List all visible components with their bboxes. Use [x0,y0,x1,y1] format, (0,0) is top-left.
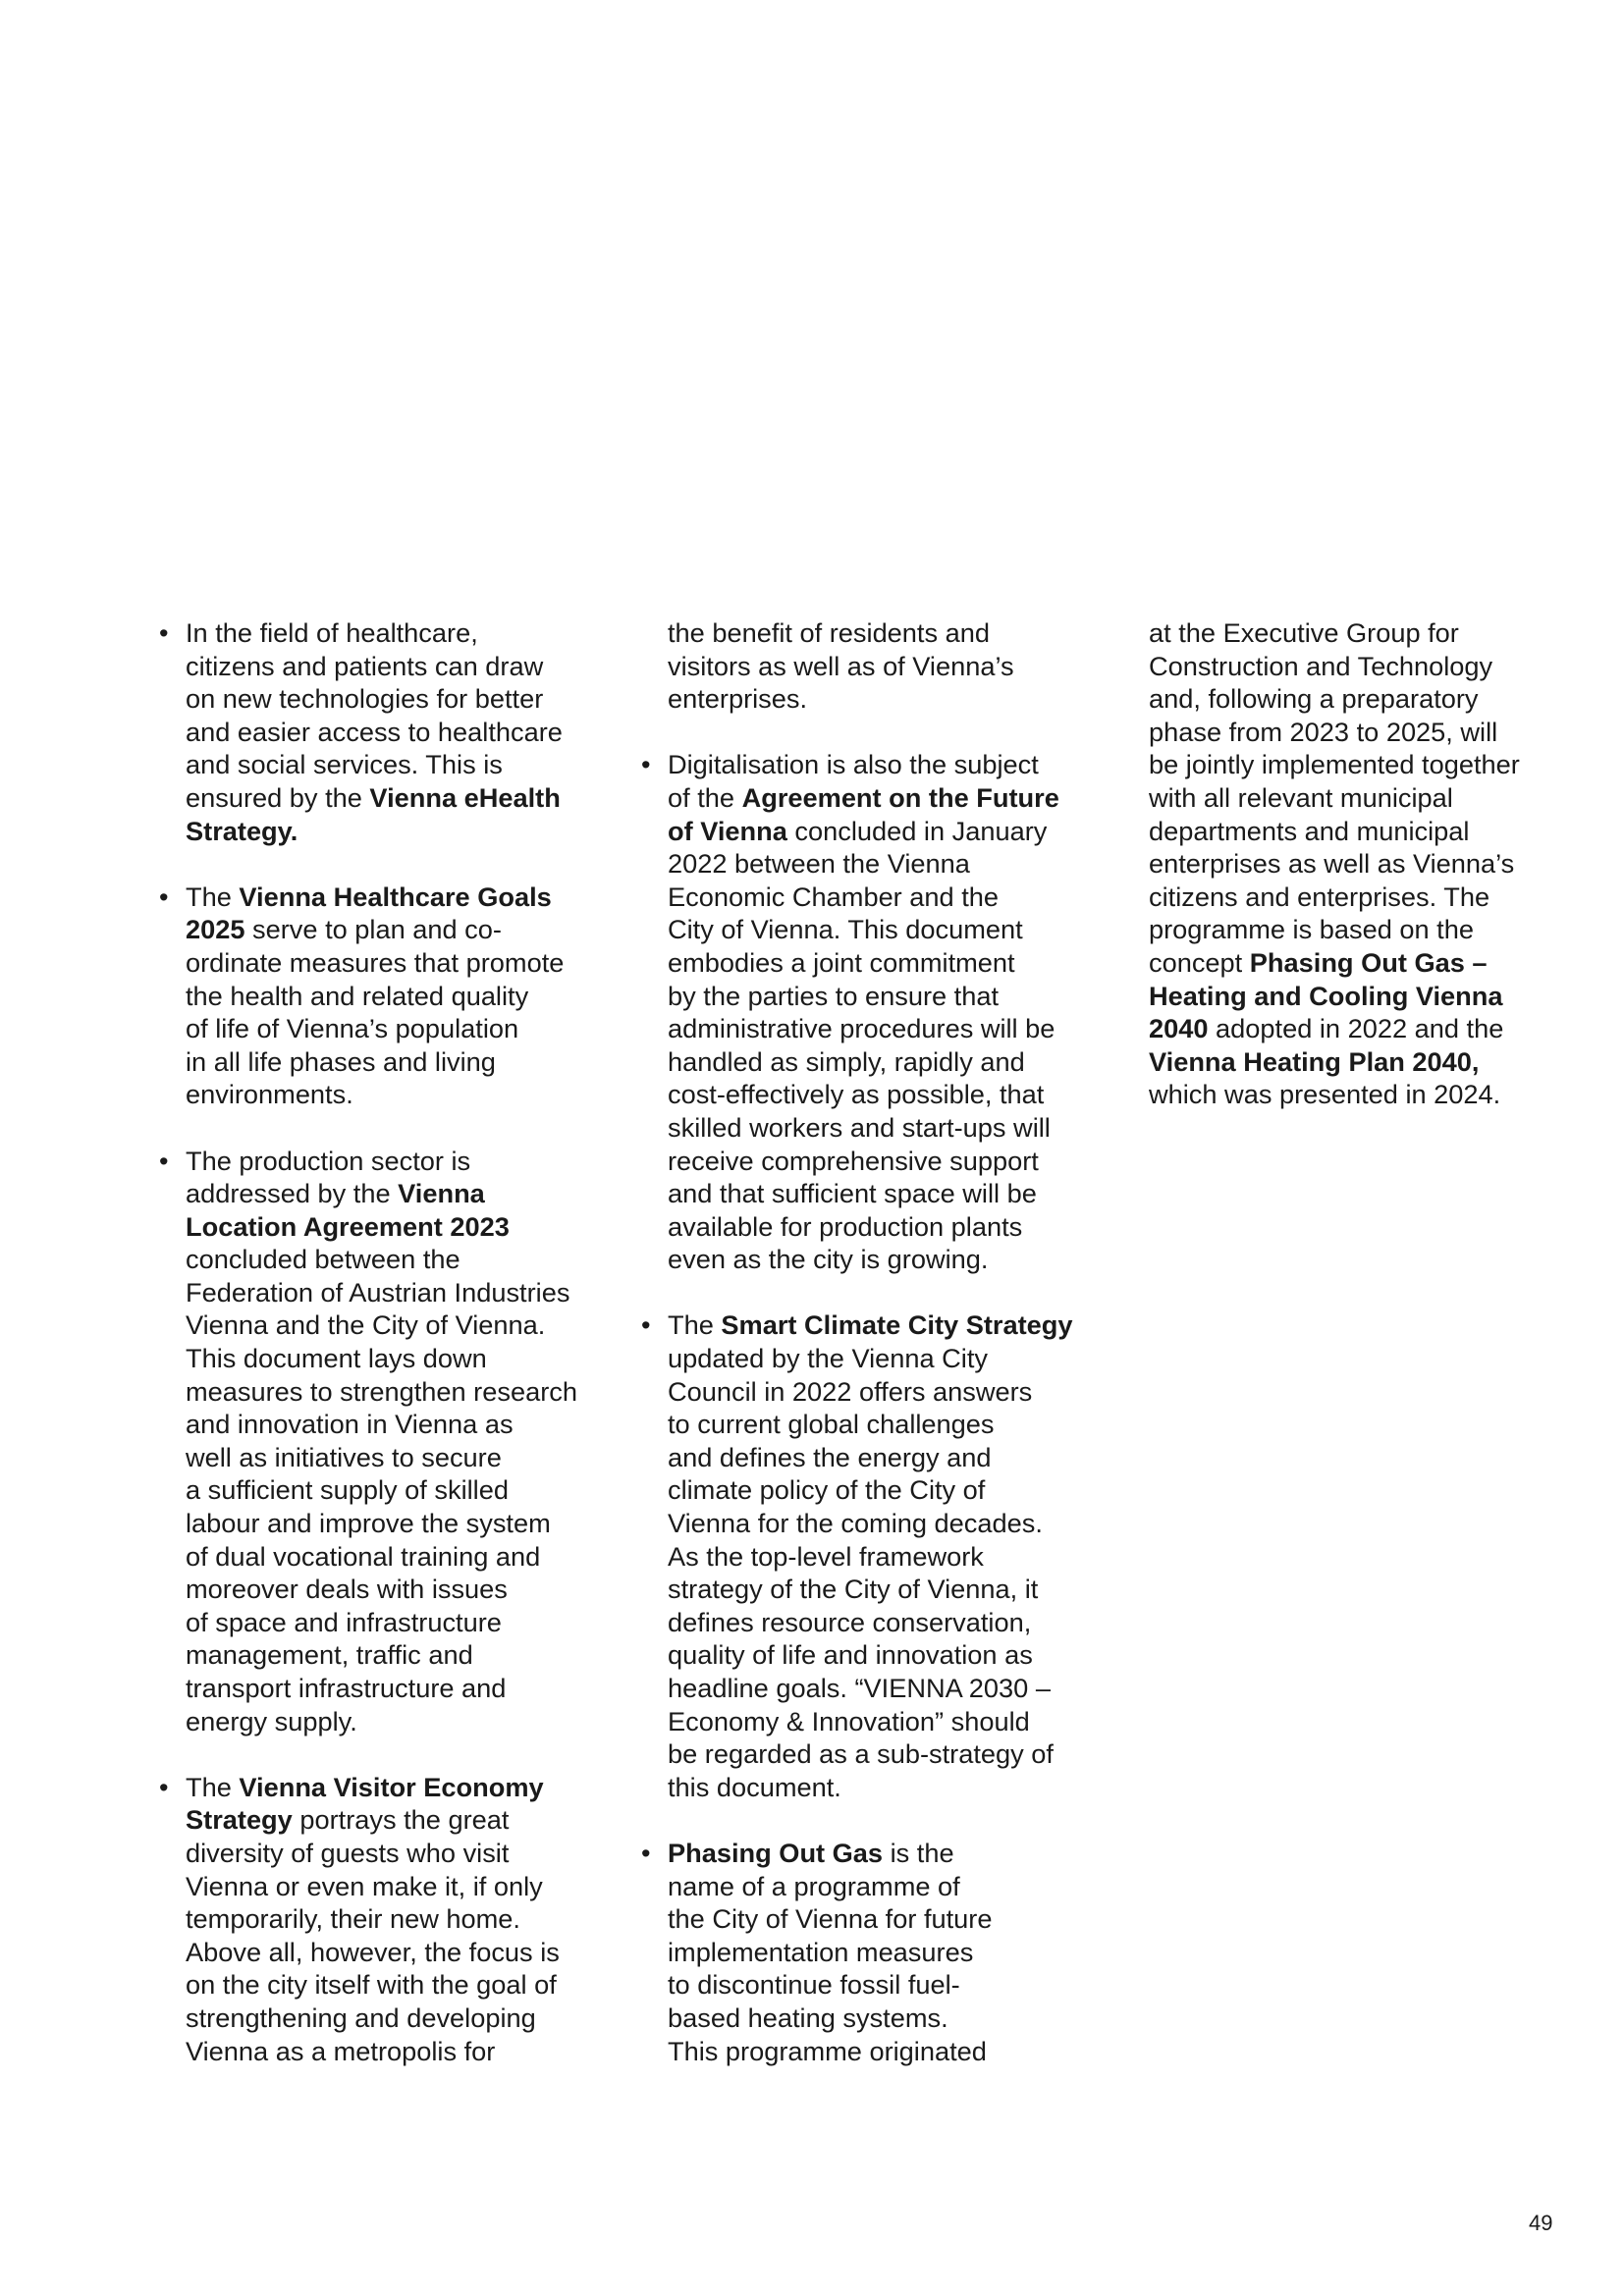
text-line [1149,682,1551,716]
text-line [186,1408,588,1441]
text-run: name of a programme of [668,1870,960,1901]
text-run: on the city itself with the goal of [186,1969,557,2001]
bold-term: Vienna eHealth [369,781,561,813]
text-line [186,1606,588,1639]
text-line [186,781,588,815]
text-run: In the field of healthcare, [186,617,478,648]
text-line [186,913,588,946]
text-line [668,1210,1070,1244]
text-line [668,980,1070,1013]
bullet-marker: • [159,881,169,912]
text-line [668,1375,1070,1409]
text-run: portrays the great [292,1804,510,1836]
text-run: the health and related quality [186,980,529,1011]
text-column-2 [638,616,1073,2067]
text-run: concluded between the [186,1244,460,1275]
text-line [668,1968,1070,2002]
bold-term: Strategy. [186,815,298,846]
text-line [1149,650,1551,683]
text-run: The [668,1309,722,1341]
text-line [668,1145,1070,1178]
text-run: even as the city is growing. [668,1244,989,1275]
text-line [668,1308,1073,1342]
bold-term: Agreement on the Future [741,781,1059,813]
text-run: enterprises. [668,683,808,715]
text-line [668,1870,1070,1903]
text-line [668,1342,1070,1375]
text-run: headline goals. “VIENNA 2030 – [668,1673,1051,1703]
text-run: defines resource conservation, [668,1606,1032,1637]
text-run: programme is based on the [1149,914,1474,945]
text-column-1 [156,616,588,2067]
text-line [668,2035,1070,2068]
text-line [186,1507,588,1540]
text-run: Vienna for the coming decades. [668,1508,1043,1539]
bold-term: 2040 [1149,1013,1209,1044]
bold-term: Phasing Out Gas – [1249,946,1488,978]
text-line [186,1375,588,1409]
bold-term: Vienna Visitor Economy [239,1771,544,1802]
text-run: at the Executive Group for [1149,617,1459,648]
text-line [186,1308,588,1342]
text-line [186,980,588,1013]
text-line [1149,716,1551,749]
bold-term: Vienna [398,1178,485,1209]
bold-term: Heating and Cooling Vienna [1149,980,1503,1011]
bold-term: of Vienna [668,815,787,846]
text-line [186,1210,588,1244]
text-line [1149,881,1551,914]
text-line [186,1276,588,1309]
text-run: of the [668,781,742,813]
text-run: skilled workers and start-ups will [668,1111,1051,1143]
text-run: and easier access to healthcare [186,716,563,747]
text-run: diversity of guests who visit [186,1837,510,1868]
text-line [668,748,1070,781]
text-line [668,913,1070,946]
text-line [186,1573,588,1606]
text-run: concept [1149,946,1250,978]
text-run: Economic Chamber and the [668,881,1000,912]
bullet-item [638,748,1070,1276]
text-line [1149,616,1551,650]
page-number: 49 [1529,2211,1553,2235]
text-run: based heating systems. [668,2002,948,2033]
text-run: concluded in January [786,815,1048,846]
bullet-marker: • [159,1145,169,1176]
text-run: strategy of the City of Vienna, it [668,1574,1039,1605]
text-line [668,1573,1070,1606]
text-line [186,1837,588,1870]
text-line [668,1473,1070,1507]
text-line [186,1936,588,1969]
text-run: Vienna and the City of Vienna. [186,1309,546,1341]
text-line [668,815,1070,848]
text-line [668,1737,1070,1771]
text-line [1149,815,1551,848]
text-run: labour and improve the system [186,1508,551,1539]
text-run: citizens and patients can draw [186,650,544,681]
text-run: addressed by the [186,1178,399,1209]
bullet-item [156,616,588,847]
bullet-marker: • [641,1837,651,1868]
text-run: available for production plants [668,1210,1023,1242]
bold-term: 2025 [186,914,245,945]
text-line [186,881,588,914]
text-run: environments. [186,1079,353,1110]
text-line [186,1045,588,1079]
text-run: well as initiatives to secure [186,1441,502,1472]
text-run: the benefit of residents and [668,617,990,648]
text-line [186,1771,588,1804]
text-run: quality of life and innovation as [668,1639,1033,1671]
bullet-marker: • [159,617,169,648]
text-line [668,650,1070,683]
text-run: management, traffic and [186,1639,473,1671]
text-run: transport infrastructure and [186,1673,507,1703]
text-line [668,1111,1070,1145]
text-run: As the top-level framework [668,1540,984,1572]
text-run: and that sufficient space will be [668,1178,1037,1209]
text-line [186,1870,588,1903]
text-run: Digitalisation is also the subject [668,749,1039,780]
text-line [668,1243,1070,1276]
text-run: administrative procedures will be [668,1013,1056,1044]
text-line [668,1441,1070,1474]
text-run: of life of Vienna’s population [186,1013,519,1044]
text-line [186,682,588,716]
text-line [186,815,588,848]
bullet-item [638,1837,1070,2067]
text-run: cost-effectively as possible, that [668,1079,1045,1110]
text-run: by the parties to ensure that [668,980,1000,1011]
text-line [186,1243,588,1276]
text-run: visitors as well as of Vienna’s [668,650,1014,681]
text-run: measures to strengthen research [186,1375,577,1407]
bold-term: Smart Climate City Strategy [721,1309,1073,1341]
text-run: departments and municipal [1149,815,1470,846]
text-run: Federation of Austrian Industries [186,1276,570,1308]
text-line [186,1177,588,1210]
text-run: citizens and enterprises. The [1149,881,1490,912]
text-run: moreover deals with issues [186,1574,508,1605]
text-line [186,1902,588,1936]
text-line [186,1145,588,1178]
text-line [1149,913,1551,946]
text-run: The production sector is [186,1145,471,1176]
text-run: Economy & Innovation” should [668,1705,1030,1736]
text-line [186,2035,588,2068]
text-line [1149,1012,1551,1045]
text-line [668,1177,1070,1210]
text-run: in all life phases and living [186,1045,496,1077]
text-run: and innovation in Vienna as [186,1409,514,1440]
text-line [1149,847,1551,881]
text-line [668,1638,1070,1672]
text-run: ensured by the [186,781,370,813]
text-line [186,1078,588,1111]
text-run: energy supply. [186,1705,357,1736]
text-run: City of Vienna. This document [668,914,1023,945]
text-line [668,1771,1070,1804]
text-run: which was presented in 2024. [1149,1079,1501,1110]
text-line [668,616,1070,650]
text-run: The [186,881,240,912]
text-line [668,1078,1070,1111]
text-run: of dual vocational training and [186,1540,541,1572]
text-run: phase from 2023 to 2025, will [1149,716,1498,747]
bold-term: Vienna Healthcare Goals [239,881,552,912]
bullet-marker: • [159,1771,169,1802]
text-run: enterprises as well as Vienna’s [1149,848,1515,880]
text-line [1149,1078,1551,1111]
text-run: updated by the Vienna City [668,1343,988,1374]
text-run: serve to plan and co- [244,914,502,945]
text-run: The [186,1771,240,1802]
text-line [668,881,1070,914]
text-run: Vienna or even make it, if only [186,1870,543,1901]
text-line [668,946,1070,980]
text-line [668,1936,1070,1969]
text-run: the City of Vienna for future [668,1903,993,1935]
bold-term: Vienna Heating Plan 2040, [1149,1045,1480,1077]
text-line [186,1473,588,1507]
text-line [1149,781,1551,815]
text-run: of space and infrastructure [186,1606,502,1637]
text-line [668,1540,1070,1574]
text-line [668,1902,1070,1936]
text-line [668,781,1070,815]
bold-term: Phasing Out Gas [668,1837,884,1868]
text-line [668,1012,1070,1045]
bullet-marker: • [641,1309,651,1341]
text-line [186,946,588,980]
text-line [186,2002,588,2035]
text-run: and, following a preparatory [1149,683,1479,715]
text-line [186,1968,588,2002]
text-run: on new technologies for better [186,683,544,715]
text-run: Above all, however, the focus is [186,1936,560,1967]
text-run: strengthening and developing [186,2002,536,2033]
text-line [186,650,588,683]
text-run: to discontinue fossil fuel- [668,1969,960,2001]
text-line [1149,748,1551,781]
text-run: be jointly implemented together [1149,749,1520,780]
text-run: is the [883,1837,954,1868]
text-line [1149,946,1551,980]
bullet-item [156,1771,588,2067]
bullet-item [156,881,588,1111]
text-line [186,748,588,781]
text-run: Construction and Technology [1149,650,1493,681]
text-run: receive comprehensive support [668,1145,1039,1176]
text-line [186,1638,588,1672]
text-run: 2022 between the Vienna [668,848,970,880]
text-run: This document lays down [186,1343,487,1374]
text-line [186,616,588,650]
text-line [668,847,1070,881]
text-run: implementation measures [668,1936,974,1967]
text-line [668,682,1070,716]
text-line [1149,1045,1551,1079]
bold-term: Strategy [186,1804,293,1836]
text-line [668,1606,1070,1639]
text-line [186,1342,588,1375]
text-run: be regarded as a sub-strategy of [668,1738,1054,1770]
text-run: with all relevant municipal [1149,781,1453,813]
text-run: to current global challenges [668,1409,995,1440]
text-line [186,1672,588,1705]
text-line [668,1705,1070,1738]
bullet-item-continuation [638,616,1070,716]
bullet-marker: • [641,749,651,780]
text-line [186,1012,588,1045]
text-run: embodies a joint commitment [668,946,1015,978]
text-line [186,1441,588,1474]
bullet-item [638,1308,1073,1803]
text-run: temporarily, their new home. [186,1903,520,1935]
text-run: and defines the energy and [668,1441,992,1472]
text-run: ordinate measures that promote [186,946,565,978]
text-run: Vienna as a metropolis for [186,2035,496,2066]
bullet-item [156,1145,588,1738]
text-line [186,716,588,749]
text-run: climate policy of the City of [668,1474,986,1506]
text-line [668,1045,1070,1079]
text-line [668,1672,1070,1705]
text-line [668,1408,1070,1441]
text-run: and social services. This is [186,749,503,780]
text-line [186,1705,588,1738]
text-line [668,1507,1070,1540]
text-line [668,1837,1070,1870]
text-line [186,1803,588,1837]
text-line [668,2002,1070,2035]
text-line [186,1540,588,1574]
text-run: Council in 2022 offers answers [668,1375,1033,1407]
text-run: this document. [668,1771,841,1802]
text-run: a sufficient supply of skilled [186,1474,509,1506]
bold-term: Location Agreement 2023 [186,1210,510,1242]
text-run: handled as simply, rapidly and [668,1045,1025,1077]
text-line [1149,980,1551,1013]
text-run: This programme originated [668,2035,987,2066]
text-run: adopted in 2022 and the [1208,1013,1504,1044]
bullet-item-continuation [1119,616,1551,1111]
text-column-3 [1119,616,1551,1111]
